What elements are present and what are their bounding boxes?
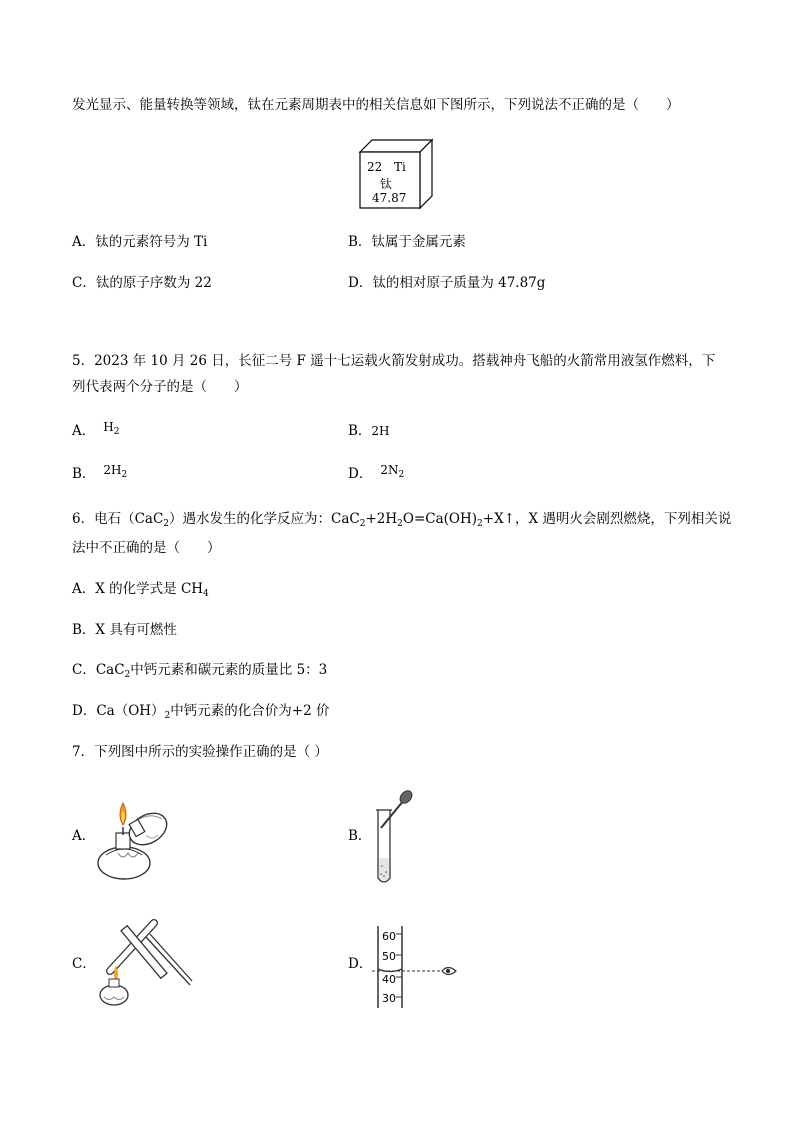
q7-option-b-label: B． — [348, 828, 372, 844]
tick-40: 40 — [382, 973, 396, 986]
q5-option-b: B．2H — [348, 423, 390, 439]
q6-stem-line1: 6．电石（CaC$_2$）遇水发生的化学反应为：$CaC_2+2H_2O=Ca(OH)_2+X↑$，X 遇明火会剧烈燃烧，下列相关说 — [72, 511, 732, 529]
q4-option-d: D．钛的相对原子质量为 47.87g — [348, 275, 546, 291]
q5-stem-line2: 列代表两个分子的是（ ） — [72, 379, 248, 395]
q5-option-a: A． $H_2$ — [72, 421, 119, 441]
q7-stem: 7．下列图中所示的实验操作正确的是（ ） — [72, 744, 328, 760]
graduated-cylinder-reading-figure — [370, 922, 460, 1012]
atomic-mass: 47.87 — [372, 191, 407, 205]
q6-option-b: B．X 具有可燃性 — [72, 622, 177, 638]
dropper-test-tube-figure — [368, 788, 418, 888]
q4-stem: 发光显示、能量转换等领域，钛在元素周期表中的相关信息如下图所示，下列说法不正确的是（ ） — [72, 97, 680, 113]
formula-2h: 2H — [371, 424, 390, 438]
q6-option-a: A．X 的化学式是 $CH_4$ — [72, 581, 209, 599]
element-cell-titanium — [358, 138, 434, 210]
eye-icon — [442, 968, 456, 975]
formula-2h2: $2H_2$ — [103, 463, 128, 480]
q7-option-d-label: D． — [348, 956, 373, 972]
q4-option-c: C．钛的原子序数为 22 — [72, 275, 212, 291]
formula-h2: $H_2$ — [103, 420, 120, 437]
q5-option-c: B． $2H_2$ — [72, 464, 127, 484]
atomic-number: 22 — [367, 160, 383, 174]
q5-stem-line1: 5．2023 年 10 月 26 日，长征二号 F 遥十七运载火箭发射成功。搭载神舟飞船的火箭常用液氢作燃料，下 — [72, 353, 716, 369]
q7-option-c-label: C． — [72, 956, 96, 972]
tick-50: 50 — [382, 950, 396, 963]
q4-option-b: B．钛属于金属元素 — [348, 234, 466, 250]
q6-option-c: C．CaC$_2$中钙元素和碳元素的质量比 5：3 — [72, 662, 328, 680]
q6-stem-line2: 法中不正确的是（ ） — [72, 540, 221, 556]
q7-option-a-label: A． — [72, 828, 96, 844]
formula-2n2: $2N_2$ — [380, 463, 405, 480]
q6-option-d: D．$Ca(OH)_2$中钙元素的化合价为+2 价 — [72, 703, 330, 721]
heating-test-tube-figure — [94, 915, 194, 1007]
element-name: 钛 — [380, 177, 393, 191]
tick-60: 60 — [382, 930, 396, 943]
q5-option-d: D． $2N_2$ — [348, 464, 404, 484]
tick-30: 30 — [382, 992, 396, 1005]
alcohol-lamp-lighting-figure — [96, 795, 178, 883]
q4-option-a: A．钛的元素符号为 Ti — [72, 234, 208, 250]
element-symbol: Ti — [394, 160, 406, 174]
